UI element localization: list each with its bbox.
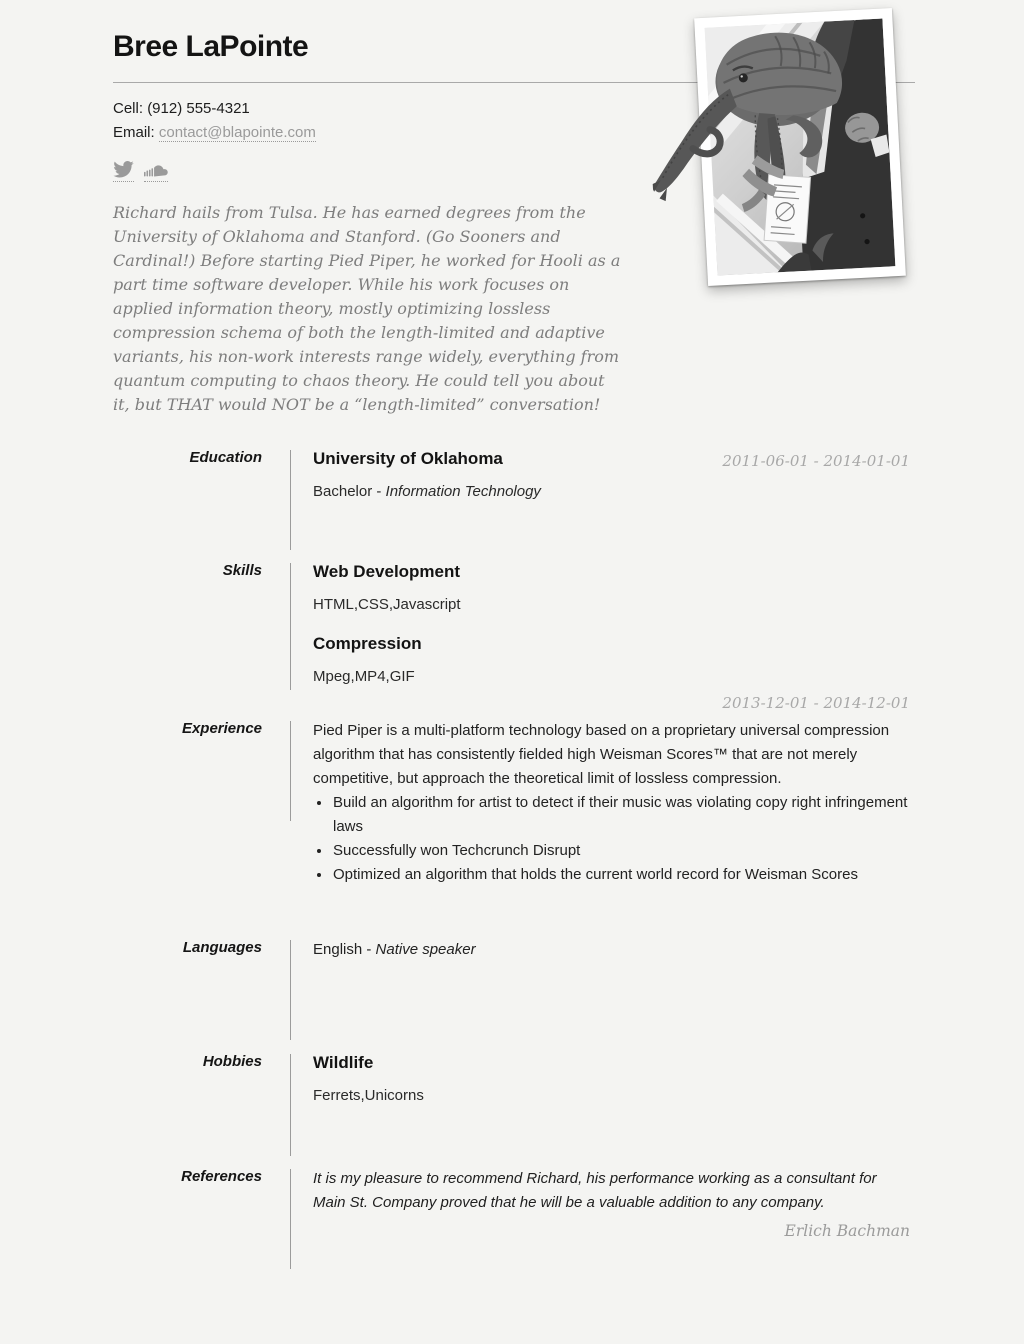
experience-bullet: • Optimized an algorithm that holds the current world record for Weisman Scores xyxy=(332,863,910,887)
contact-block xyxy=(113,97,316,145)
hobby-title: Wildlife xyxy=(313,1053,374,1072)
email-link[interactable]: contact@blapointe.com xyxy=(158,124,316,141)
reference-attribution: Erlich Bachman xyxy=(784,1222,910,1240)
section-divider xyxy=(290,1054,291,1156)
section-divider xyxy=(290,940,291,1040)
soundcloud-link[interactable] xyxy=(144,163,168,182)
experience-bullet-list xyxy=(313,791,910,887)
skill-title: Compression xyxy=(313,634,422,653)
language-name: English - xyxy=(313,941,376,958)
cell-number: (912) 555-4321 xyxy=(147,100,250,117)
section-hobbies xyxy=(113,1052,910,1108)
portrait-photo xyxy=(694,8,906,286)
section-label-references: References xyxy=(181,1168,262,1185)
summary-text: Richard hails from Tulsa. He has earned degrees from the University of Oklahoma and Stanford. (Go Sooners and Cardinal!) Before starting Pied Piper, he worked for Hooli as a part time software developer. While his work focuses on applied information theory, mostly optimizing lossless compression schema of both the length-limited and adaptive variants, his non-work interests range widely, everything from quantum computing to chaos theory. He could tell you about it, but THAT would NOT be a “length-limited” conversation! xyxy=(113,203,621,414)
skill-detail: HTML,CSS,Javascript xyxy=(313,596,461,613)
section-references xyxy=(113,1167,910,1243)
hobby-detail: Ferrets,Unicorns xyxy=(313,1087,424,1104)
experience-bullet: • Build an algorithm for artist to detect if their music was violating copy right infringement laws xyxy=(332,791,910,839)
education-school: University of Oklahoma xyxy=(313,449,503,468)
section-label-skills: Skills xyxy=(222,562,262,579)
section-experience xyxy=(113,694,910,887)
section-label-experience: Experience xyxy=(181,720,262,737)
degree-prefix: Bachelor - xyxy=(313,483,386,500)
experience-summary: Pied Piper is a multi-platform technology based on a proprietary universal compression algorithm that has consistently fielded high Weisman Scores™ that are not merely competitive, but approach the theoretical limit of lossless compression. xyxy=(313,722,890,787)
skill-title: Web Development xyxy=(313,562,461,581)
social-links xyxy=(113,161,174,187)
skill-detail: Mpeg,MP4,GIF xyxy=(313,668,415,685)
section-skills xyxy=(113,561,910,689)
email-line xyxy=(113,121,316,145)
section-label-languages: Languages xyxy=(182,939,262,956)
section-languages xyxy=(113,938,910,962)
experience-date: 2013-12-01 - 2014-12-01 xyxy=(722,694,910,712)
section-label-hobbies: Hobbies xyxy=(202,1053,262,1070)
education-degree xyxy=(313,480,910,504)
cthulhu-illustration xyxy=(645,19,896,279)
language-level: Native speaker xyxy=(375,941,476,958)
soundcloud-cloud-icon xyxy=(144,163,168,178)
experience-bullet: • Successfully won Techcrunch Disrupt xyxy=(332,839,910,863)
section-divider xyxy=(290,450,291,550)
hobby-entry xyxy=(313,1052,910,1108)
education-date: 2011-06-01 - 2014-01-01 xyxy=(722,452,910,470)
section-divider xyxy=(290,563,291,690)
skill-entry xyxy=(313,561,910,617)
cell-line xyxy=(113,97,316,121)
twitter-link[interactable] xyxy=(113,161,134,182)
email-label: Email: xyxy=(113,124,155,141)
portrait-photo-area xyxy=(705,19,896,276)
section-label-education: Education xyxy=(189,449,262,466)
section-divider xyxy=(290,721,291,821)
reference-quote: It is my pleasure to recommend Richard, his performance working as a consultant for Main St. Company proved that he will be a valuable addition to any company. xyxy=(313,1170,877,1211)
page-title: Bree LaPointe xyxy=(113,30,309,63)
language-entry xyxy=(313,938,910,962)
skill-entry xyxy=(313,633,910,689)
degree-field: Information Technology xyxy=(385,483,541,500)
cell-label: Cell: xyxy=(113,100,144,117)
twitter-bird-icon xyxy=(113,161,134,178)
section-education xyxy=(113,448,910,504)
education-entry xyxy=(313,448,910,504)
section-divider xyxy=(290,1169,291,1269)
